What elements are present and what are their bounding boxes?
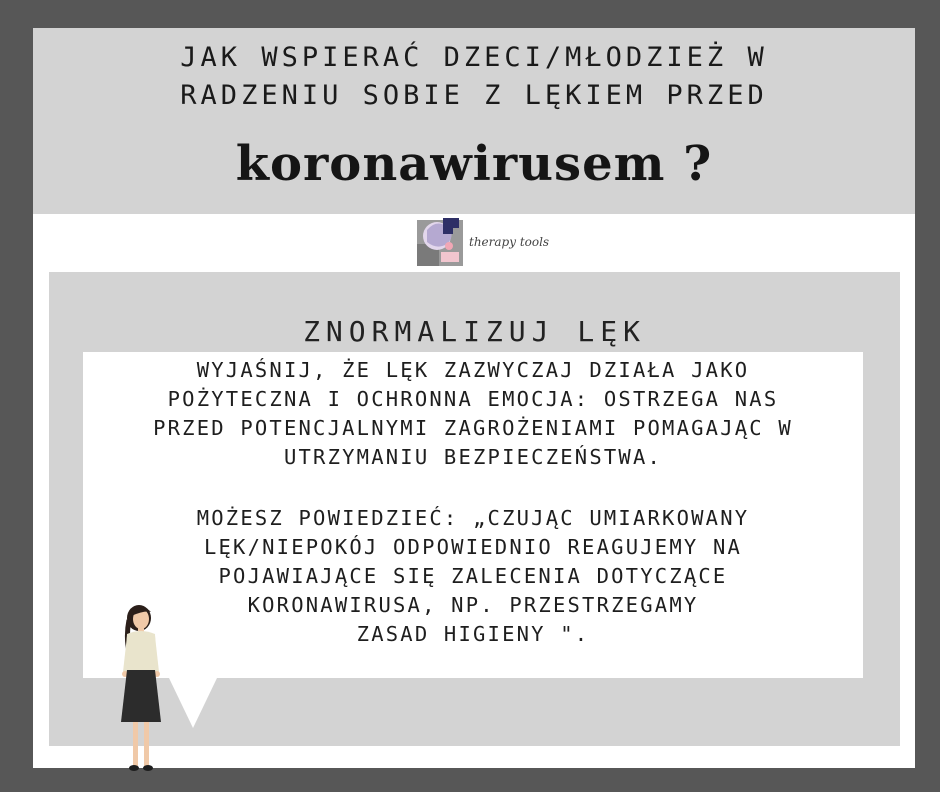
text-line: WYJAŚNIJ, ŻE LĘK ZAZWYCZAJ DZIAŁA JAKO [196, 358, 750, 382]
logo-text: therapy tools [469, 235, 550, 249]
therapy-tools-logo [415, 214, 555, 272]
infographic-card [33, 28, 915, 768]
paragraph-explanation [83, 356, 863, 472]
text-line: ZASAD HIGIENY ". [356, 622, 590, 646]
section-heading: ZNORMALIZUJ LĘK [303, 315, 646, 348]
woman-illustration-icon [119, 602, 189, 792]
text-line: POJAWIAJĄCE SIĘ ZALECENIA DOTYCZĄCE [218, 564, 728, 588]
text-line: POŻYTECZNA I OCHRONNA EMOCJA: OSTRZEGA NAS [167, 387, 779, 411]
text-line: KORONAWIRUSA, NP. PRZESTRZEGAMY [247, 593, 699, 617]
header-banner [33, 28, 915, 214]
title-main: koronawirusem ? [235, 136, 713, 192]
title-line-1: JAK WSPIERAĆ DZECI/MŁODZIEŻ W [180, 42, 768, 73]
puzzle-head-icon [415, 214, 467, 268]
text-line: UTRZYMANIU BEZPIECZEŃSTWA. [283, 445, 663, 469]
speech-bubble [83, 352, 863, 678]
text-line: PRZED POTENCJALNYMI ZAGROŻENIAMI POMAGAJĄC W [153, 416, 793, 440]
text-line: MOŻESZ POWIEDZIEĆ: „CZUJĄC UMIARKOWANY [196, 506, 750, 530]
text-line: LĘK/NIEPOKÓJ ODPOWIEDNIO REAGUJEMY NA [203, 535, 743, 559]
title-line-2: RADZENIU SOBIE Z LĘKIEM PRZED [180, 80, 768, 111]
paragraph-example-quote [83, 504, 863, 649]
